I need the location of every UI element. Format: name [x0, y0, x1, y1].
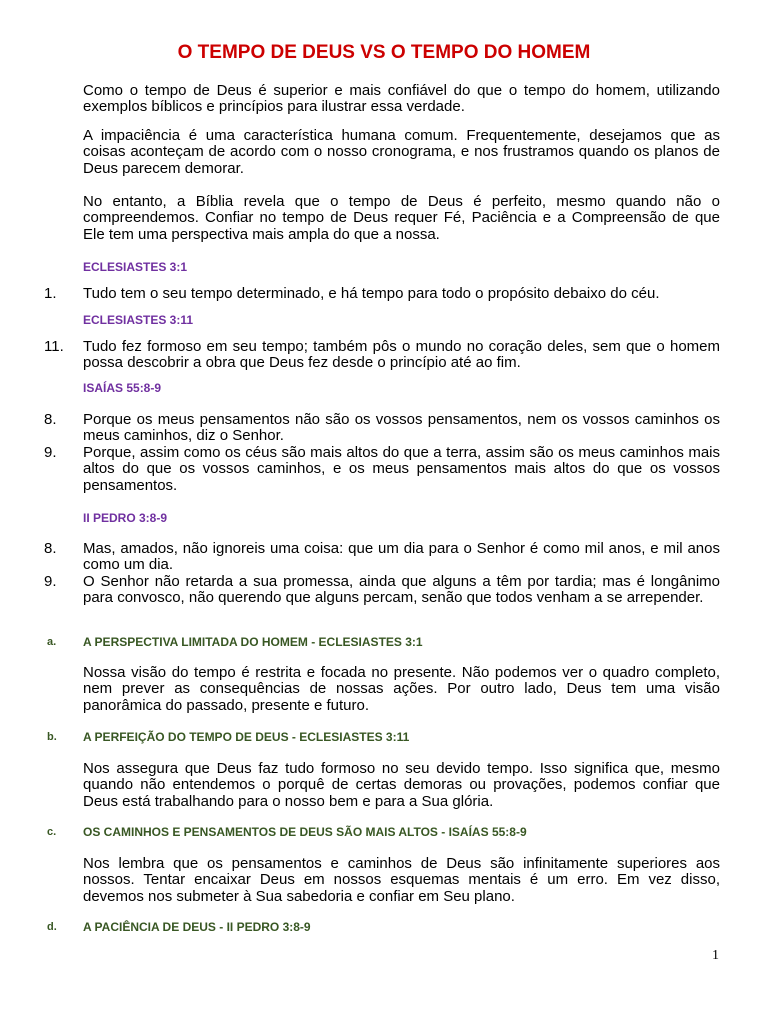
- verse-text: Porque os meus pensamentos não são os vossos pensamentos, nem os vossos caminhos os meus caminhos, diz o Senhor.: [83, 411, 720, 445]
- verse-text: O Senhor não retarda a sua promessa, ainda que alguns a têm por tardia; mas é longânimo para convosco, não querendo que alguns percam, senão que todos venham a se arrepender.: [83, 573, 720, 607]
- section-letter: c.: [47, 826, 57, 838]
- verse-reference: ECLESIASTES 3:1: [83, 260, 188, 274]
- section-letter: a.: [47, 636, 57, 648]
- section-heading: A PACIÊNCIA DE DEUS - II PEDRO 3:8-9: [83, 920, 311, 934]
- verse-reference: ECLESIASTES 3:11: [83, 313, 194, 327]
- verse-number: 8.: [44, 411, 57, 428]
- verse-text: Tudo fez formoso em seu tempo; também pôs o mundo no coração deles, sem que o homem possa descobrir a obra que Deus fez desde o princípio até ao fim.: [83, 338, 720, 372]
- verse-number: 1.: [44, 285, 57, 302]
- intro-paragraph-1: Como o tempo de Deus é superior e mais confiável do que o tempo do homem, utilizando exemplos bíblicos e princípios para ilustrar essa verdade.: [83, 82, 720, 116]
- section-letter: d.: [47, 921, 57, 933]
- verse-reference: ISAÍAS 55:8-9: [83, 381, 162, 395]
- section-text: Nos assegura que Deus faz tudo formoso no seu devido tempo. Isso significa que, mesmo quando não entendemos o porquê de certas demoras ou provações, podemos confiar que Deus está trabalhando para o nosso bem e para a Sua glória.: [83, 760, 720, 810]
- page-number: 1: [712, 948, 719, 963]
- verse-reference: II PEDRO 3:8-9: [83, 511, 168, 525]
- section-letter: b.: [47, 731, 57, 743]
- page-title: O TEMPO DE DEUS VS O TEMPO DO HOMEM: [177, 42, 591, 63]
- verse-number: 8.: [44, 540, 57, 557]
- section-heading: A PERSPECTIVA LIMITADA DO HOMEM - ECLESIASTES 3:1: [83, 635, 423, 649]
- section-text: Nossa visão do tempo é restrita e focada no presente. Não podemos ver o quadro completo, nem prever as consequências de nossas ações. Por outro lado, Deus tem uma visão panorâmica do passado, presente e futuro.: [83, 664, 720, 714]
- section-heading: A PERFEIÇÃO DO TEMPO DE DEUS - ECLESIASTES 3:11: [83, 730, 410, 744]
- intro-paragraph-2: A impaciência é uma característica humana comum. Frequentemente, desejamos que as coisas aconteçam de acordo com o nosso cronograma, e nos frustramos quando os planos de Deus parecem demorar.: [83, 127, 720, 177]
- section-heading: OS CAMINHOS E PENSAMENTOS DE DEUS SÃO MAIS ALTOS - ISAÍAS 55:8-9: [83, 825, 527, 839]
- verse-text: Porque, assim como os céus são mais altos do que a terra, assim são os meus caminhos mais altos do que os vossos caminhos, e os meus pensamentos mais altos do que os vossos pensamentos.: [83, 444, 720, 494]
- verse-text: Tudo tem o seu tempo determinado, e há tempo para todo o propósito debaixo do céu.: [83, 285, 660, 302]
- section-text: Nos lembra que os pensamentos e caminhos de Deus são infinitamente superiores aos nossos. Tentar encaixar Deus em nossos esquemas mentais é um erro. Em vez disso, devemos nos submeter à Sua sabedoria e confiar em Seu plano.: [83, 855, 720, 905]
- verse-number: 9.: [44, 573, 57, 590]
- verse-number: 9.: [44, 444, 57, 461]
- intro-paragraph-3: No entanto, a Bíblia revela que o tempo de Deus é perfeito, mesmo quando não o compreendemos. Confiar no tempo de Deus requer Fé, Paciência e a Compreensão de que Ele tem uma perspectiva mais ampla do que a nossa.: [83, 193, 720, 243]
- verse-text: Mas, amados, não ignoreis uma coisa: que um dia para o Senhor é como mil anos, e mil anos como um dia.: [83, 540, 720, 574]
- verse-number: 11.: [44, 338, 64, 355]
